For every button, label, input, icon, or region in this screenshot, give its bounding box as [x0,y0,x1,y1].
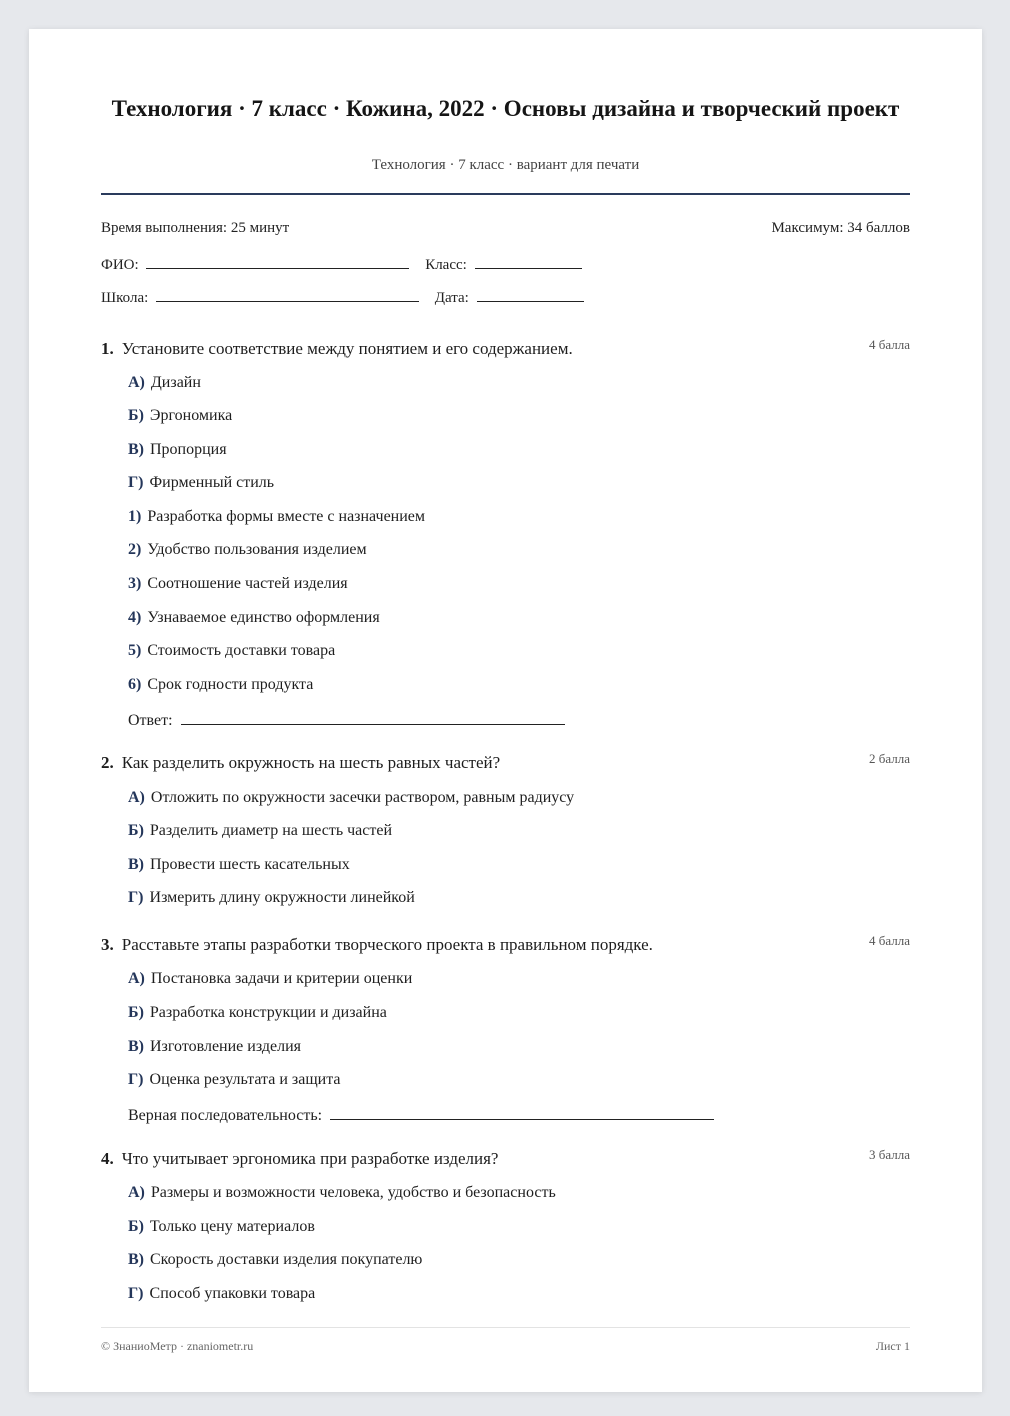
class-label: Класс: [425,257,467,273]
option-4a[interactable] [128,1184,556,1202]
answer-field-1[interactable] [181,710,565,725]
option-label: Б) [128,1218,144,1235]
option-text: Разделить диаметр на шесть частей [149,822,393,839]
option-label: Б) [128,1004,144,1021]
option-text: Размеры и возможности человека, удобство и безопасность [150,1184,556,1201]
date-field[interactable] [477,287,584,302]
option-text: Оценка результата и защита [149,1071,341,1088]
answer-row-1 [128,710,565,730]
option-label: Г) [128,889,144,906]
option-label: А) [128,970,145,987]
option-label: Б) [128,822,144,839]
page-footer [101,1339,910,1354]
question-points: 4 балла [869,933,910,948]
worksheet-page [29,29,982,1392]
option-text: Срок годности продукта [147,676,314,693]
option-1d[interactable] [128,474,274,492]
option-text: Отложить по окружности засечки раствором, равным радиусу [150,789,575,806]
option-1-4[interactable] [128,609,380,627]
question-3: 3. Расставьте этапы разработки творческого проекта в правильном порядке. 4 балла [101,933,910,954]
school-row [101,287,910,307]
school-field[interactable] [156,287,419,302]
option-2a[interactable] [128,789,574,807]
answer-label: Верная последовательность: [128,1107,323,1124]
option-text: Пропорция [150,441,227,458]
option-1a[interactable] [128,374,201,392]
option-label: Г) [128,1285,144,1302]
option-text: Провести шесть касательных [150,856,350,873]
fio-row [101,254,910,274]
question-text: Что учитывает эргономика при разработке изделия? [121,1149,499,1168]
option-text: Дизайн [150,374,201,391]
option-text: Разработка конструкции и дизайна [149,1004,387,1021]
option-text: Удобство пользования изделием [147,541,367,558]
max-score: Максимум: 34 баллов [771,220,910,236]
option-1b[interactable] [128,407,232,425]
option-2b[interactable] [128,822,392,840]
option-text: Разработка формы вместе с назначением [147,508,426,525]
question-text: Расставьте этапы разработки творческого проекта в правильном порядке. [121,935,653,954]
option-3a[interactable] [128,970,412,988]
date-label: Дата: [434,290,469,306]
question-text: Как разделить окружность на шесть равных частей? [121,753,501,772]
option-text: Эргономика [149,407,233,424]
option-1-1[interactable] [128,508,425,526]
option-label: 3) [128,575,142,592]
option-3d[interactable] [128,1071,341,1089]
option-2c[interactable] [128,856,350,874]
option-1-2[interactable] [128,541,367,559]
option-text: Стоимость доставки товара [147,642,336,659]
footer-divider [101,1327,910,1328]
question-points: 2 балла [869,751,910,766]
option-4b[interactable] [128,1218,315,1236]
question-text: Установите соответствие между понятием и его содержанием. [121,339,573,358]
question-2: 2. Как разделить окружность на шесть равных частей? 2 балла [101,751,910,772]
option-2d[interactable] [128,889,415,907]
option-label: Г) [128,1071,144,1088]
question-1: 1. Установите соответствие между понятием и его содержанием. 4 балла [101,337,910,358]
question-points: 3 балла [869,1147,910,1162]
question-4: 4. Что учитывает эргономика при разработке изделия? 3 балла [101,1147,910,1168]
page-subtitle: Технология · 7 класс · вариант для печати [371,157,640,173]
option-label: 1) [128,508,142,525]
option-label: А) [128,1184,145,1201]
fio-label: ФИО: [101,257,139,273]
fio-field[interactable] [146,254,409,269]
option-text: Фирменный стиль [149,474,275,491]
option-4c[interactable] [128,1251,422,1269]
option-label: 5) [128,642,142,659]
option-text: Изготовление изделия [150,1038,302,1055]
answer-label: Ответ: [128,712,173,729]
option-label: Б) [128,407,144,424]
option-label: 4) [128,609,142,626]
answer-field-3[interactable] [330,1105,714,1120]
option-text: Узнаваемое единство оформления [147,609,380,626]
option-label: 2) [128,541,142,558]
option-text: Скорость доставки изделия покупателю [150,1251,423,1268]
school-label: Школа: [101,290,149,306]
option-1-5[interactable] [128,642,335,660]
time-limit: Время выполнения: 25 минут [101,220,290,236]
option-label: А) [128,789,145,806]
option-1-6[interactable] [128,676,313,694]
option-label: В) [128,441,144,458]
header-divider [101,193,910,195]
option-label: А) [128,374,145,391]
option-label: Г) [128,474,144,491]
option-3b[interactable] [128,1004,387,1022]
option-3c[interactable] [128,1038,301,1056]
option-4d[interactable] [128,1285,315,1303]
class-field[interactable] [475,254,582,269]
page-title: Технология · 7 класс · Кожина, 2022 · Основы дизайна и творческий проект [111,96,900,121]
option-label: 6) [128,676,142,693]
option-label: В) [128,1251,144,1268]
option-text: Соотношение частей изделия [147,575,348,592]
option-text: Способ упаковки товара [149,1285,316,1302]
page-number: Лист 1 [875,1339,910,1353]
option-label: В) [128,1038,144,1055]
answer-row-3 [128,1105,714,1125]
exam-meta [101,220,910,237]
option-text: Измерить длину окружности линейкой [149,889,415,906]
option-1c[interactable] [128,441,227,459]
option-text: Постановка задачи и критерии оценки [150,970,413,987]
option-text: Только цену материалов [149,1218,315,1235]
question-points: 4 балла [869,337,910,352]
option-label: В) [128,856,144,873]
footer-copyright: © ЗнаниоМетр · znaniometr.ru [101,1339,254,1353]
option-1-3[interactable] [128,575,348,593]
